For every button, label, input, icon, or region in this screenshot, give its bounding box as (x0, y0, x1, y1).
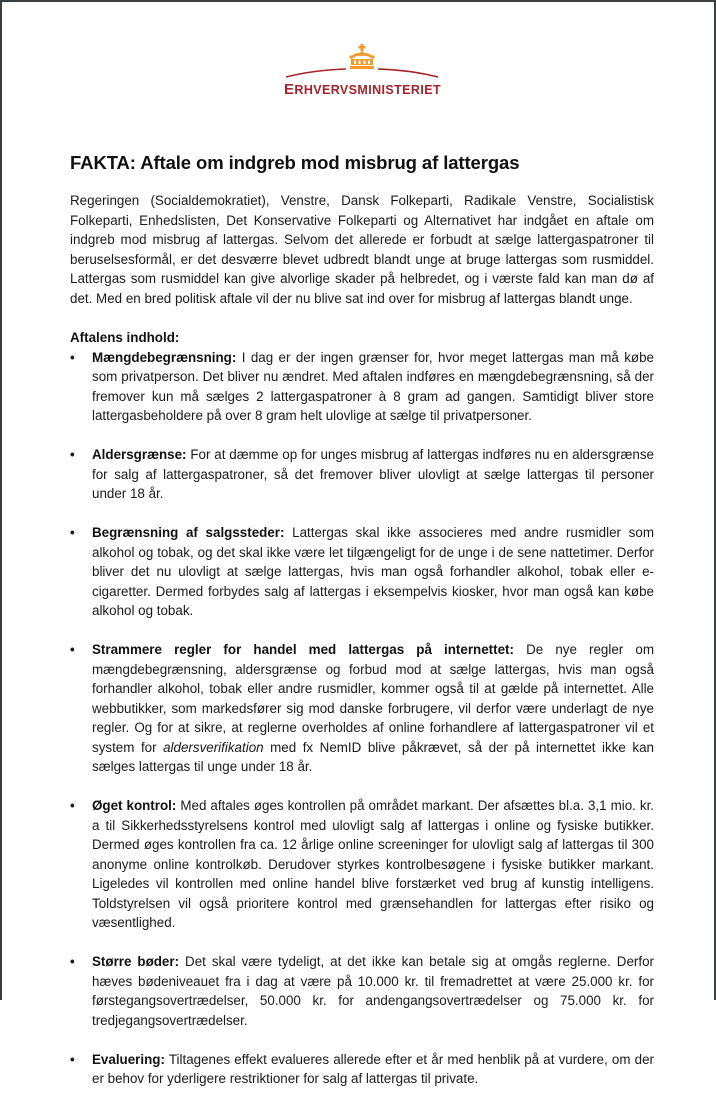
ministry-name-initial: E (284, 81, 295, 98)
section-heading: Aftalens indhold: (70, 330, 180, 345)
ministry-name (284, 81, 440, 98)
list-item-aldersgraense (70, 445, 654, 504)
item-label: Aldersgrænse: (92, 447, 187, 462)
list-item-stoerre-boeder (70, 952, 654, 1030)
bullet-icon: • (70, 798, 75, 813)
list-item-oeget-kontrol (70, 796, 654, 933)
item-text: Lattergas skal ikke associeres med andre rusmidler som alkohol og tobak, og det skal ikke være let tilgængeligt for de unge i de sene nattetimer. Derfor bliver det nu ulovligt at sælge lattergas, hvis man også forhandler alkohol, tobak eller e-cigaretter. Dermed forbydes salg af lattergas i eksempelvis kiosker, hvor man også kan købe alkohol og tobak. (92, 525, 654, 618)
item-label: Strammere regler for handel med lattergas på internettet: (92, 642, 514, 657)
item-text: Det skal være tydeligt, at det ikke kan betale sig at omgås reglerne. Derfor hæves bødeniveauet fra i dag at være på 10.000 kr. til fremadrettet at være 25.000 kr. for førstegangsovertrædelser, 50.000 kr. for andengangsovertrædelser og 75.000 kr. for tredjegangsovertrædelser. (92, 954, 654, 1028)
item-text: I dag er der ingen grænser for, hvor meget lattergas man må købe som privatperson. Det bliver nu ændret. Med aftalen indføres en mængdebegrænsning, så der fremover kun må sælges 2 lattergaspatroner à 8 gram ad gangen. Samtidigt bliver store lattergasbeholdere på over 8 gram helt ulovlige at sælge til privatpersoner. (92, 349, 654, 423)
crown-icon (284, 44, 440, 80)
item-text-after: med fx NemID blive påkrævet, så der på internettet ikke kan sælges lattergas til unge under 18 år. (92, 739, 654, 774)
item-text: Tiltagenes effekt evalueres allerede efter et år med henblik på at vurdere, om der er behov for yderligere restriktioner for salg af lattergas til private. (92, 1051, 654, 1086)
item-label: Øget kontrol: (92, 798, 177, 813)
bullet-icon: • (70, 642, 75, 657)
bullet-icon: • (70, 447, 75, 462)
list-item-evaluering (70, 1050, 654, 1089)
bullet-icon: • (70, 954, 75, 969)
item-label: Mængdebegrænsning: (92, 349, 237, 365)
bullet-icon: • (70, 525, 75, 540)
list-item-internettet (70, 640, 654, 777)
ministry-logo (284, 44, 440, 100)
document-content (70, 152, 654, 1108)
item-text: For at dæmme op for unges misbrug af lattergas indføres nu en aldersgrænse for salg af lattergaspatroner, så det fremover bliver ulovligt at sælge lattergas til personer under 18 år. (92, 447, 654, 501)
list-item-salgssteder (70, 523, 654, 621)
item-italic-term: aldersverifikation (163, 739, 264, 755)
document-title: FAKTA: Aftale om indgreb mod misbrug af lattergas (70, 152, 520, 173)
bullet-icon: • (70, 349, 75, 365)
bullet-icon: • (70, 1051, 75, 1067)
item-text: Med aftales øges kontrollen på området markant. Der afsættes bl.a. 3,1 mio. kr. a til Sikkerhedsstyrelsens kontrol med ulovligt salg af lattergas i online og fysiske butikker. Dermed øges kontrollen fra ca. 12 årlige online screeninger for ulovligt salg af lattergas til 300 anonyme online kontrolkøb. Derudover styrkes kontrolbesøgene i fysiske butikker markant. Ligeledes vil kontrollen med online handel blive forstærket ved brug af kunstig intelligens. Toldstyrelsen vil også prioritere kontrol med grænsehandlen for lattergas efter risiko og væsentlighed. (92, 798, 655, 930)
item-label: Begrænsning af salgssteder: (92, 525, 285, 540)
list-item-maengdebegraensning (70, 348, 654, 426)
ministry-name-rest: RHVERVSMINISTERIET (294, 83, 441, 97)
item-text: De nye regler om mængdebegrænsning, aldersgrænse og forbud mod at sælge lattergas, hvis man også forhandler alkohol, tobak eller andre rusmidler, kommer også til at gælde på internettet. Alle webbutikker, som markedsfører sig mod danske forbrugere, vil derfor være underlagt de nye regler. Og for at sikre, at reglerne overholdes af online forhandlere af lattergaspatroner vil et system for (92, 642, 654, 755)
agreement-items-list (70, 348, 654, 1089)
intro-paragraph: Regeringen (Socialdemokratiet), Venstre, Dansk Folkeparti, Radikale Venstre, Socialistisk Folkeparti, Enhedslisten, Det Konservative Folkeparti og Alternativet har indgået en aftale om indgreb mod misbrug af lattergas. Selvom det allerede er forbudt at sælge lattergaspatroner til beruselsesformål, er det desværre blevet udbredt blandt unge at bruge lattergas som rusmiddel. Lattergas som rusmiddel kan give alvorlige skader på helbredet, og i værste fald kan man dø af det. Med en bred politisk aftale vil der nu blive sat ind over for misbrug af lattergas blandt unge. (70, 193, 654, 306)
item-label: Større bøder: (92, 954, 180, 969)
item-label: Evaluering: (92, 1051, 165, 1067)
